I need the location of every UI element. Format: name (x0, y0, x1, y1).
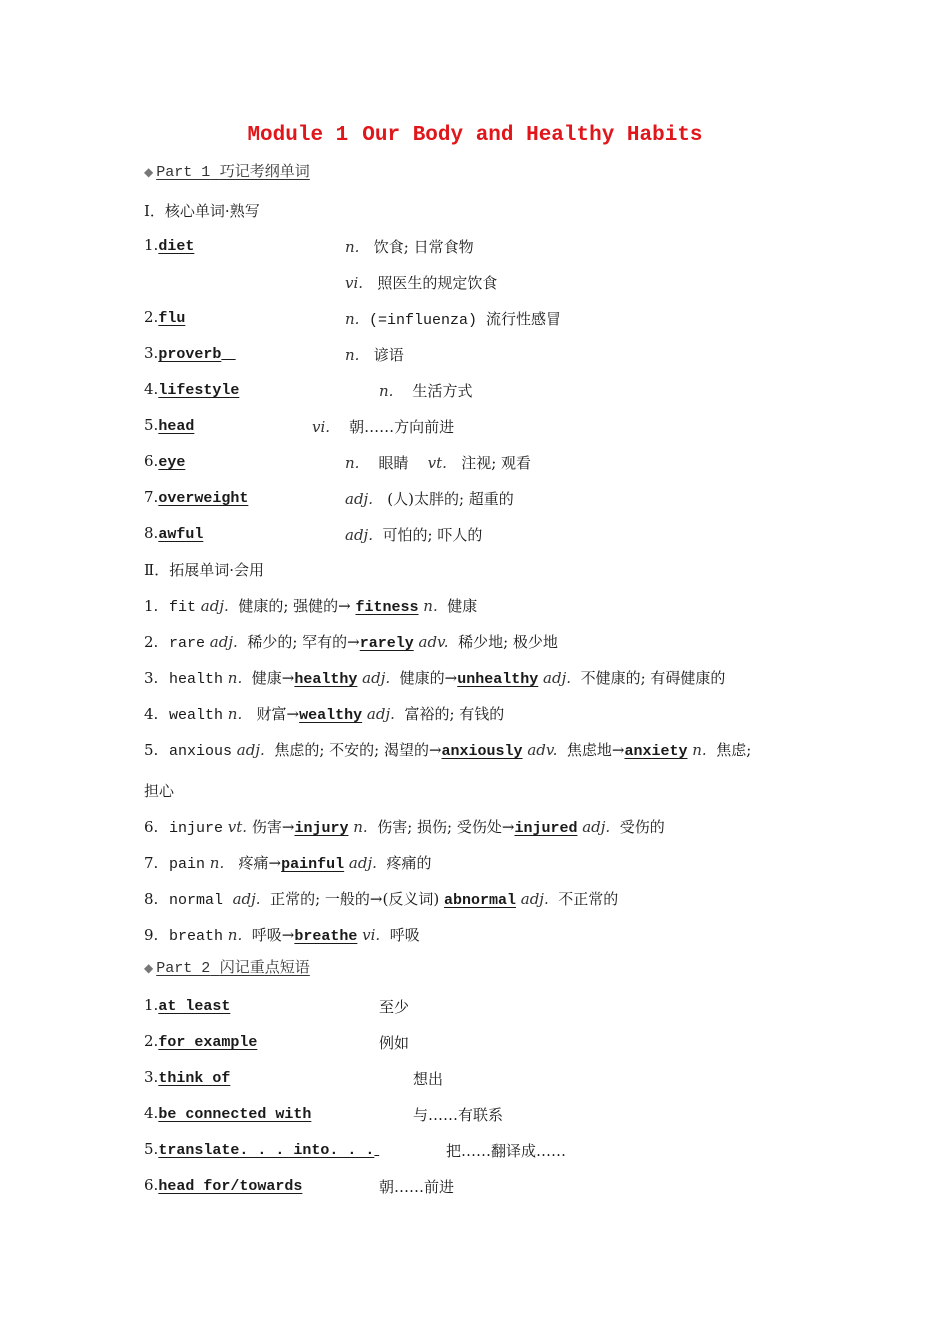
phrase-row-2: 2.for example (144, 1032, 258, 1051)
part1-text: 巧记考纲单词 (219, 162, 310, 180)
core-word: overweight (158, 490, 249, 507)
core-def-4: n. 生活方式 (379, 382, 473, 400)
core-def-8: adj. 可怕的; 吓人的 (345, 526, 483, 544)
core-def-2: n. (=influenza) 流行性感冒 (345, 310, 562, 329)
phrase-row-1: 1.at least (144, 996, 231, 1015)
ext-row-5: 5. anxious adj. 焦虑的; 不安的; 渴望的→anxiously adv. 焦虑地→anxiety n. 焦虑; (144, 741, 752, 760)
core-def-5: vi. 朝……方向前进 (312, 418, 455, 436)
part2-label: Part 2 (156, 960, 211, 977)
ext-row-1: 1. fit adj. 健康的; 强健的→ fitness n. 健康 (144, 597, 478, 616)
ext-row-7: 7. pain n. 疼痛→painful adj. 疼痛的 (144, 854, 432, 873)
phrase-row-3: 3.think of (144, 1068, 231, 1087)
core-row-5: 5.head (144, 416, 195, 435)
ext-row-6: 6. injure vt. 伤害→injury n. 伤害; 损伤; 受伤处→injured adj. 受伤的 (144, 818, 665, 837)
core-def-6: n. 眼睛 vt. 注视; 观看 (345, 454, 532, 472)
core-word: diet (158, 238, 195, 255)
core-row-8: 8.awful (144, 524, 204, 543)
phrase-meaning-4: 与……有联系 (413, 1106, 504, 1124)
core-def-1: n. 饮食; 日常食物 (345, 238, 474, 256)
phrase-meaning-2: 例如 (379, 1034, 410, 1052)
core-def-7: adj. (人)太胖的; 超重的 (345, 490, 514, 508)
core-word: eye (158, 454, 186, 471)
ext-row-3: 3. health n. 健康→healthy adj. 健康的→unhealthy adj. 不健康的; 有碍健康的 (144, 669, 726, 688)
module-name: Our Body and Healthy Habits (362, 124, 703, 147)
core-row-1: 1.diet (144, 236, 195, 255)
phrase-row-5: 5.translate. . . into. . . (144, 1140, 375, 1159)
part1-heading (144, 160, 326, 181)
ext-row-8: 8. normal adj. 正常的; 一般的→(反义词) abnormal adj. 不正常的 (144, 890, 619, 909)
phrase-row-6: 6.head for/towards (144, 1176, 303, 1195)
core-row-3: 3.proverb (144, 344, 222, 363)
core-word: proverb (158, 346, 222, 363)
page-title (0, 124, 950, 147)
diamond-icon: ◆ (144, 961, 154, 975)
core-def-3: n. 谚语 (345, 346, 404, 364)
module-number: Module 1 (247, 124, 349, 147)
part2-text: 闪记重点短语 (219, 958, 310, 976)
part1-label: Part 1 (156, 164, 211, 181)
ext-row-5-cont: 担心 (144, 782, 175, 800)
phrase-meaning-5: 把……翻译成…… (446, 1142, 567, 1160)
core-def-1b: vi. 照医生的规定饮食 (345, 274, 498, 292)
section1-heading: Ⅰ．核心单词·熟写 (144, 202, 260, 220)
phrase-meaning-3: 想出 (413, 1070, 444, 1088)
phrase-meaning-6: 朝……前进 (379, 1178, 455, 1196)
core-word: lifestyle (158, 382, 240, 399)
core-row-4: 4.lifestyle (144, 380, 240, 399)
core-row-2: 2.flu (144, 308, 186, 327)
ext-row-2: 2. rare adj. 稀少的; 罕有的→rarely adv. 稀少地; 极少地 (144, 633, 558, 652)
phrase-meaning-1: 至少 (379, 998, 410, 1016)
ext-row-9: 9. breath n. 呼吸→breathe vi. 呼吸 (144, 926, 420, 945)
phrase-row-4: 4.be connected with (144, 1104, 312, 1123)
ext-row-4: 4. wealth n. 财富→wealthy adj. 富裕的; 有钱的 (144, 705, 505, 724)
core-row-7: 7.overweight (144, 488, 249, 507)
core-word: flu (158, 310, 186, 327)
part2-heading (144, 956, 326, 977)
core-word: head (158, 418, 195, 435)
section2-heading: Ⅱ．拓展单词·会用 (144, 561, 264, 579)
core-row-6: 6.eye (144, 452, 186, 471)
core-word: awful (158, 526, 204, 543)
diamond-icon: ◆ (144, 165, 154, 179)
